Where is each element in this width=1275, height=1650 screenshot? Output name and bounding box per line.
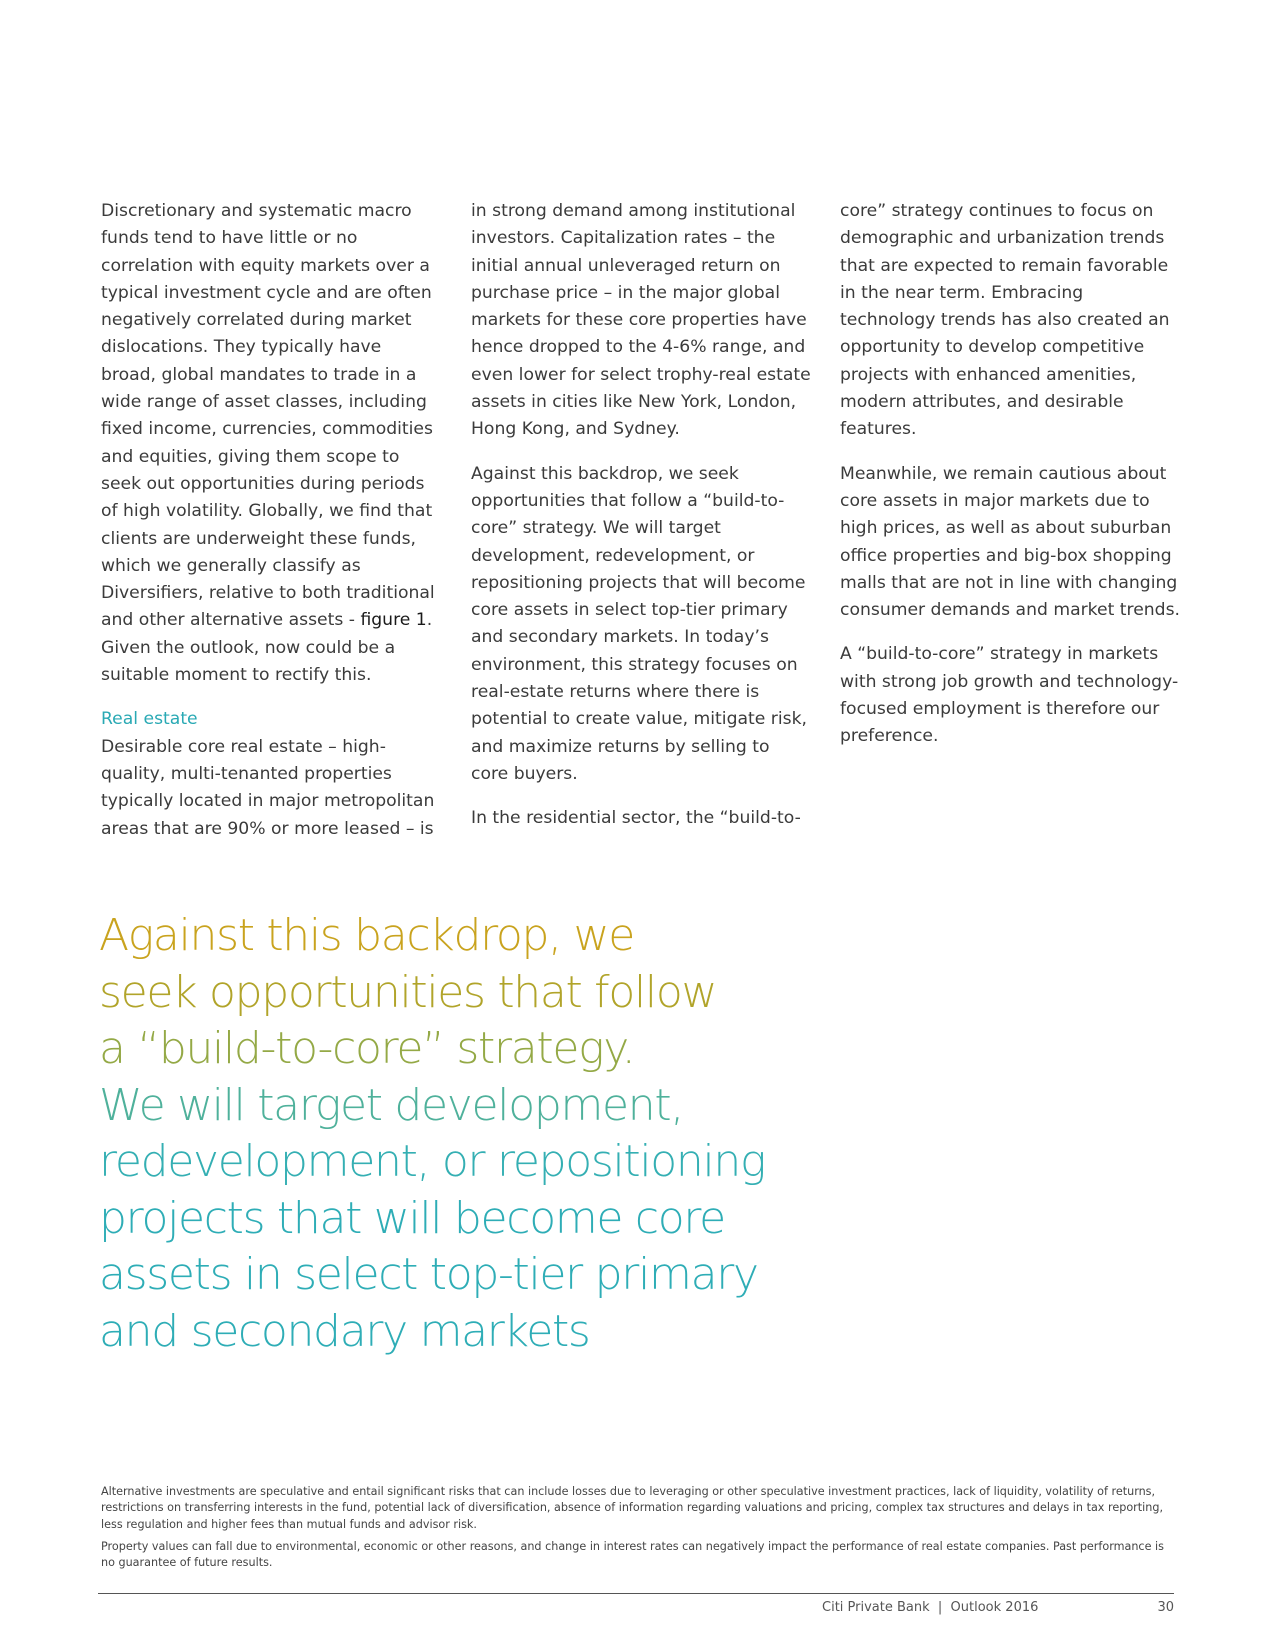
paragraph-residential-sector: In the residential sector, the “build-to-	[471, 808, 801, 829]
text-column-1	[101, 198, 437, 860]
paragraph-preference: A “build-to-core” strategy in markets with strong job growth and technology-focused employment is therefore our preference.	[840, 644, 1179, 747]
pull-quote-line: We will target development,	[99, 1079, 684, 1131]
paragraph-build-to-core: Against this backdrop, we seek opportunities that follow a “build-to-core” strategy. We will target development, redevelopment, or repositioning projects that will become core assets in select top-tier primary and secondary markets. In today’s environment, this strategy focuses on real-estate returns where there is potential to create value, mitigate risk, and maximize returns by selling to core buyers.	[471, 463, 807, 784]
section-heading-real-estate: Real estate	[101, 709, 198, 730]
disclaimer	[101, 1484, 1173, 1577]
pull-quote-line: redevelopment, or repositioning	[99, 1136, 766, 1187]
paragraph-cautious-core: Meanwhile, we remain cautious about core assets in major markets due to high prices, as well as about suburban office properties and big-box shopping malls that are not in line with changing consumer demands and market trends.	[840, 463, 1181, 621]
pull-quote-line: Against this backdrop, we	[99, 910, 635, 961]
pull-quote-line: projects that will become core	[99, 1192, 725, 1244]
footer-divider	[98, 1593, 1174, 1594]
pull-quote-line: seek opportunities that follow	[99, 966, 717, 1018]
page-number: 30	[1157, 1600, 1174, 1615]
paragraph-core-real-estate: Desirable core real estate – high-quality, multi-tenanted properties typically located in major metropolitan areas that are 90% or more leased – is	[101, 736, 435, 839]
paragraph-text: Discretionary and systematic macro funds tend to have little or no correlation with equity markets over a typical investment cycle and are often negatively correlated during market dislocations. They typically have broad, global mandates to trade in a wide range of asset classes, including fixed income, currencies, commodities and equities, giving them scope to seek out opportunities during periods of high volatility. Globally, we find that clients are underweight these funds, which we generally classify as Diversifiers, relative to both traditional and other alternative assets -	[101, 201, 435, 631]
pull-quote-line: and secondary markets	[99, 1305, 590, 1357]
disclaimer-alternative-investments: Alternative investments are speculative and entail significant risks that can include losses due to leveraging or other speculative investment practices, lack of liquidity, volatility of returns, restrictions on transferring interests in the fund, potential lack of diversification, absence of information regarding valuations and pricing, complex tax structures and delays in tax reporting, less regulation and higher fees than mutual funds and advisor risk.	[101, 1485, 1164, 1531]
paragraph-tail: . Given the outlook, now could be a suitable moment to rectify this.	[101, 610, 433, 686]
text-column-3	[840, 198, 1180, 768]
paragraph-macro-funds	[101, 198, 437, 689]
pull-quote-line: a “build-to-core” strategy.	[99, 1023, 635, 1074]
paragraph-institutional-demand: in strong demand among institutional investors. Capitalization rates – the initial annual unleveraged return on purchase price – in the major global markets for these core properties have hence dropped to the 4-6% range, and even lower for select trophy-real estate assets in cities like New York, London, Hong Kong, and Sydney.	[471, 201, 811, 440]
pull-quote-line: assets in select top-tier primary	[99, 1249, 758, 1300]
text-column-2	[471, 198, 811, 850]
figure-reference-link[interactable]: figure 1	[360, 610, 427, 631]
footer-brand	[822, 1600, 1038, 1615]
disclaimer-property-values: Property values can fall due to environmental, economic or other reasons, and change in interest rates can negatively impact the performance of real estate companies. Past performance is no guarantee of future results.	[101, 1539, 1164, 1570]
paragraph-demographic-trends: core” strategy continues to focus on demographic and urbanization trends that are expected to remain favorable in the near term. Embracing technology trends has also created an opportunity to develop competitive projects with enhanced amenities, modern attributes, and desirable features.	[840, 201, 1170, 440]
footer-brand-text: Citi Private Bank | Outlook 2016	[822, 1600, 1039, 1615]
pull-quote	[99, 908, 859, 1360]
